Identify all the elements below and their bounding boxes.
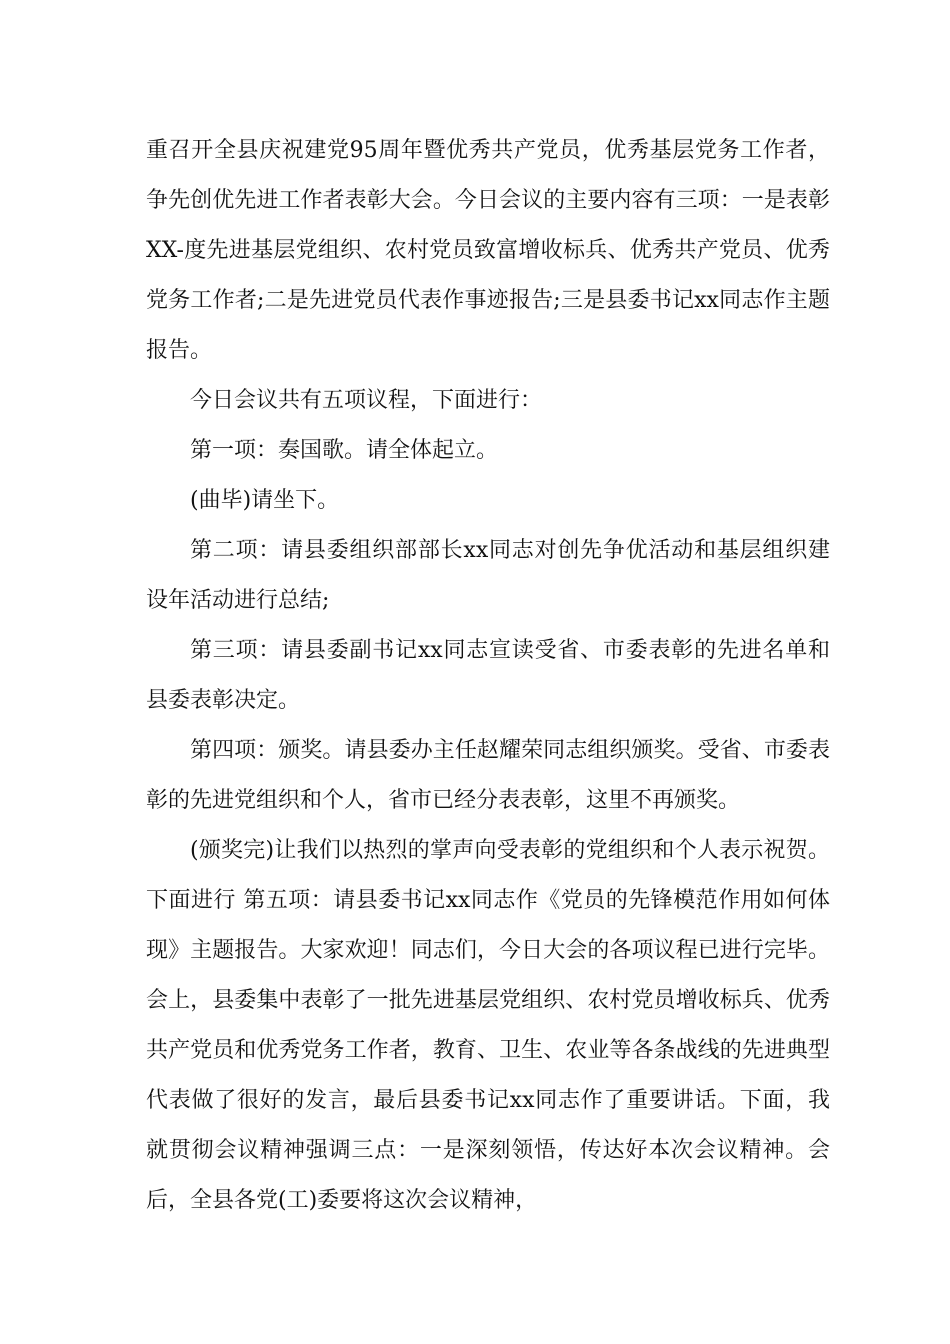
paragraph-item-1-note: (曲毕)请坐下。 <box>190 488 340 513</box>
paragraph-item-5-and-closing: (颁奖完)让我们以热烈的掌声向受表彰的党组织和个人表示祝贺。下面进行 第五项：请县委书记xx同志作《党员的先锋模范作用如何体现》主题报告。大家欢迎！同志们，今日大会的各项议程已进行完毕。会上，县委集中表彰了一批先进基层党组织、农村党员增收标兵、优秀共产党员和优秀党务工作者，教育、卫生、农业等各条战线的先进典型代表做了很好的发言，最后县委书记xx同志作了重要讲话。下面，我就贯彻会议精神强调三点：一是深刻领悟，传达好本次会议精神。会后，全县各党(工)委要将这次会议精神， <box>146 838 830 1213</box>
paragraph-item-3: 第三项：请县委副书记xx同志宣读受省、市委表彰的先进名单和县委表彰决定。 <box>146 638 830 713</box>
document-body <box>146 126 830 1226</box>
paragraph-agenda-intro: 今日会议共有五项议程，下面进行： <box>190 388 543 413</box>
paragraph-intro: 重召开全县庆祝建党95周年暨优秀共产党员，优秀基层党务工作者，争先创优先进工作者表彰大会。今日会议的主要内容有三项：一是表彰XX-度先进基层党组织、农村党员致富增收标兵、优秀共产党员、优秀党务工作者;二是先进党员代表作事迹报告;三是县委书记xx同志作主题报告。 <box>146 138 830 363</box>
paragraph-item-2: 第二项：请县委组织部部长xx同志对创先争优活动和基层组织建设年活动进行总结; <box>146 538 830 613</box>
paragraph-item-4: 第四项：颁奖。请县委办主任赵耀荣同志组织颁奖。受省、市委表彰的先进党组织和个人，省市已经分表表彰，这里不再颁奖。 <box>146 738 830 813</box>
paragraph-item-1: 第一项：奏国歌。请全体起立。 <box>190 438 499 463</box>
